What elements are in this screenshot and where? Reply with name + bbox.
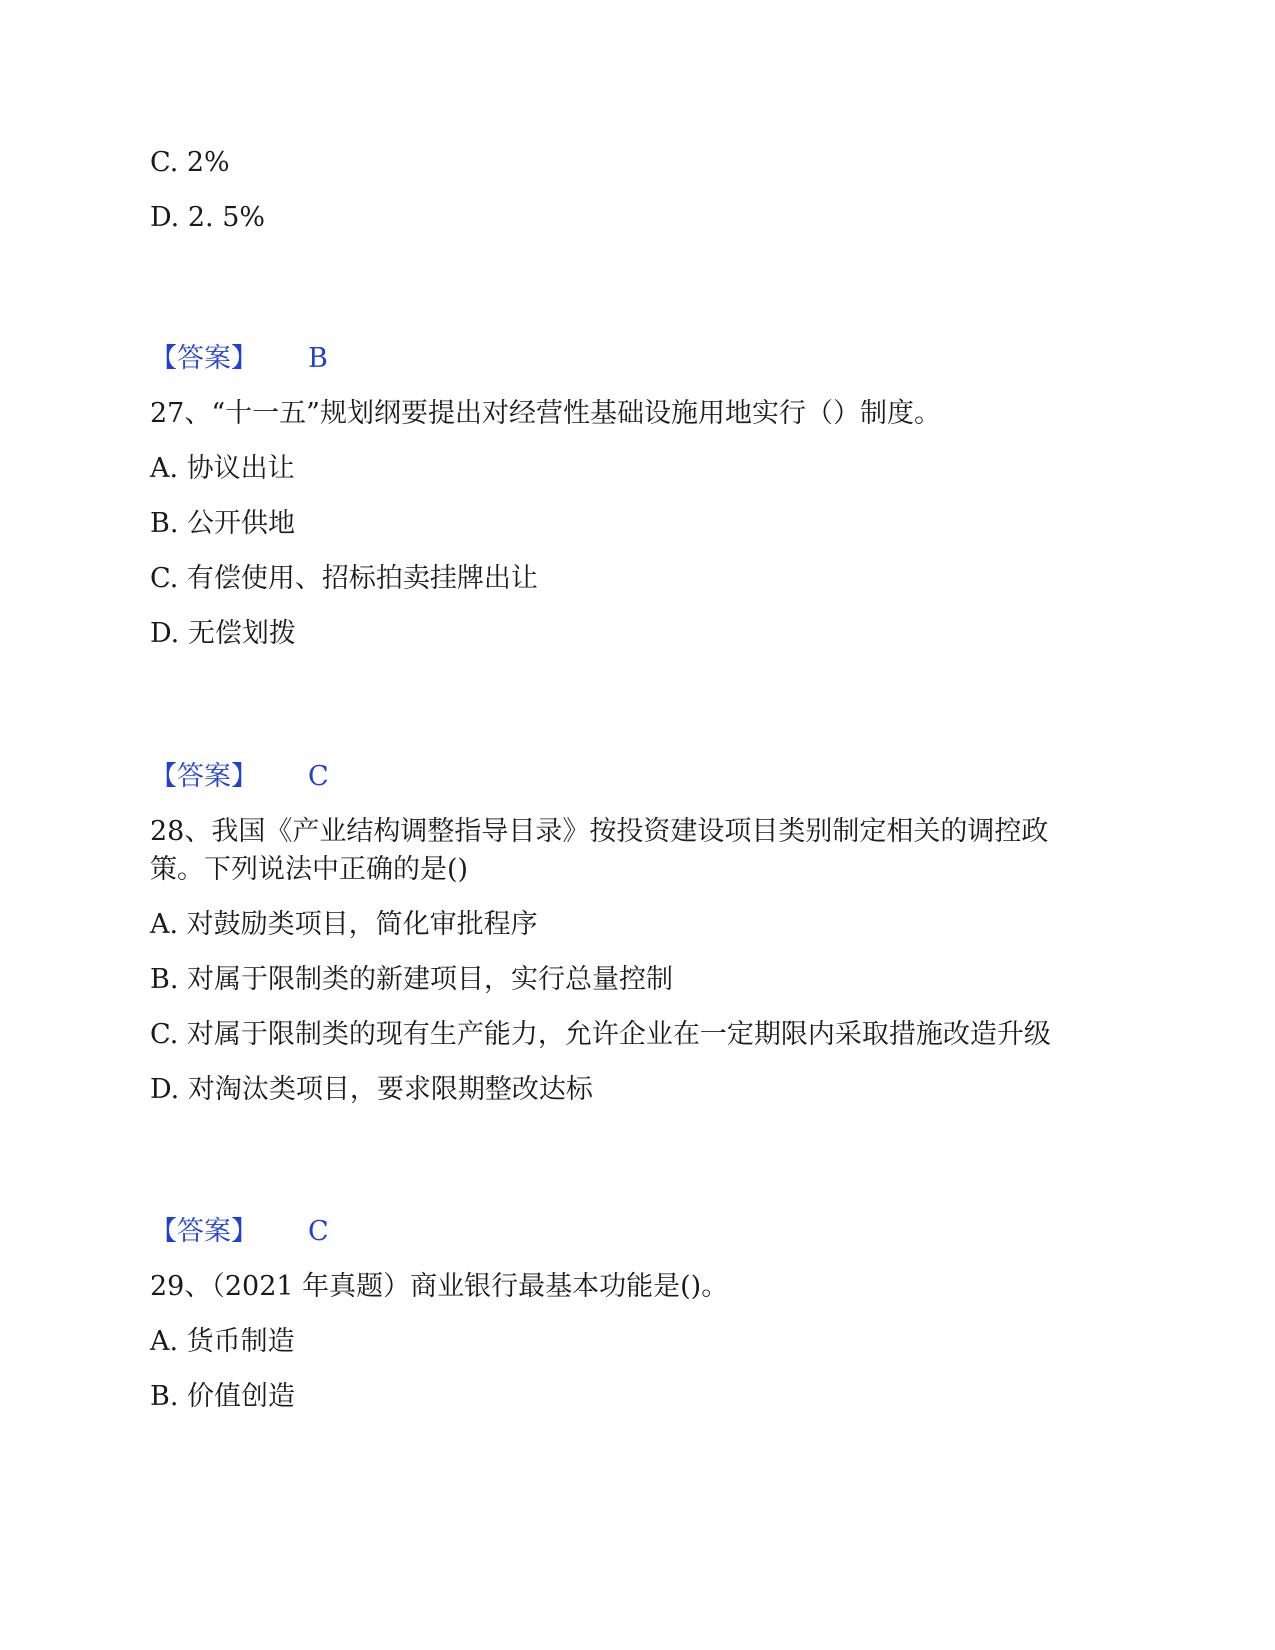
q29-option-a: A. 货币制造 — [150, 1326, 295, 1357]
answer-row — [150, 342, 328, 376]
answer-value: B — [308, 343, 328, 374]
q27-option-b: B. 公开供地 — [150, 508, 296, 539]
q27-option-a: A. 协议出让 — [150, 453, 295, 484]
q28-option-b: B. 对属于限制类的新建项目，实行总量控制 — [150, 964, 674, 995]
answer-label: 【答案】 — [150, 343, 258, 374]
answer-value: C — [308, 761, 329, 792]
q28-option-c: C. 对属于限制类的现有生产能力，允许企业在一定期限内采取措施改造升级 — [150, 1019, 1051, 1050]
q28-option-d: D. 对淘汰类项目，要求限期整改达标 — [150, 1074, 593, 1105]
answer-value: C — [308, 1216, 329, 1247]
q27-answer-row — [150, 760, 329, 794]
q29-option-b: B. 价值创造 — [150, 1381, 296, 1412]
question-28-stem-line2: 策。下列说法中正确的是() — [150, 854, 469, 885]
question-28-stem-line1: 28、我国《产业结构调整指导目录》按投资建设项目类别制定相关的调控政 — [150, 816, 1049, 847]
q28-answer-row — [150, 1215, 329, 1249]
q27-option-d: D. 无偿划拨 — [150, 618, 296, 649]
question-29-stem: 29、（2021 年真题）商业银行最基本功能是()。 — [150, 1271, 729, 1302]
option-c: C. 2% — [150, 147, 230, 178]
question-27-stem: 27、“十一五”规划纲要提出对经营性基础设施用地实行（）制度。 — [150, 398, 941, 429]
answer-label: 【答案】 — [150, 761, 258, 792]
q28-option-a: A. 对鼓励类项目，简化审批程序 — [150, 909, 538, 940]
option-d: D. 2. 5% — [150, 202, 266, 233]
answer-label: 【答案】 — [150, 1216, 258, 1247]
q27-option-c: C. 有偿使用、招标拍卖挂牌出让 — [150, 563, 538, 594]
